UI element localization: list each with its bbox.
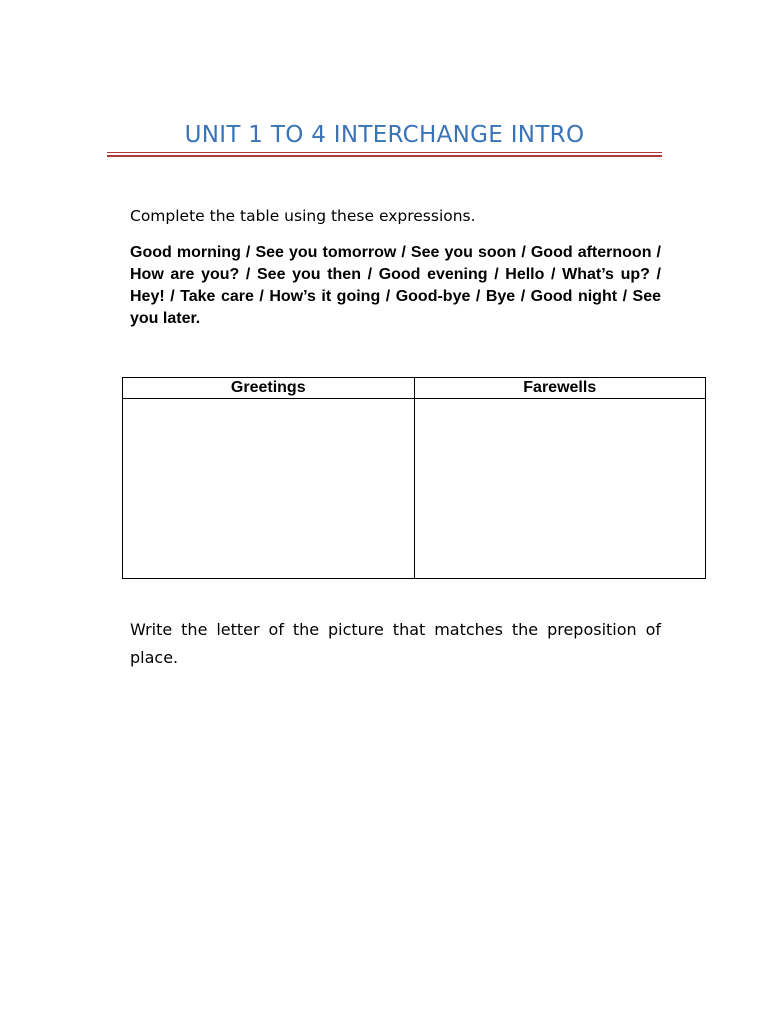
farewells-answer-cell [414,399,706,579]
table-row [123,399,706,579]
expressions-list: Good morning / See you tomorrow / See you soon / Good afternoon / How are you? / See you then / Good evening / Hello / What’s up? / Hey! / Take care / How’s it going / Good-bye / Bye / Good night / See you later. [130,244,661,327]
greetings-header: Greetings [123,378,415,399]
page-title: UNIT 1 TO 4 INTERCHANGE INTRO [184,122,585,148]
greetings-farewells-table [122,377,706,579]
instruction-complete-table: Complete the table using these expressions. [130,207,476,225]
title-divider [107,152,662,157]
farewells-header: Farewells [414,378,706,399]
table-header-row [123,378,706,399]
instruction-prepositions: Write the letter of the picture that matches the preposition of place. [130,620,661,667]
greetings-answer-cell [123,399,415,579]
